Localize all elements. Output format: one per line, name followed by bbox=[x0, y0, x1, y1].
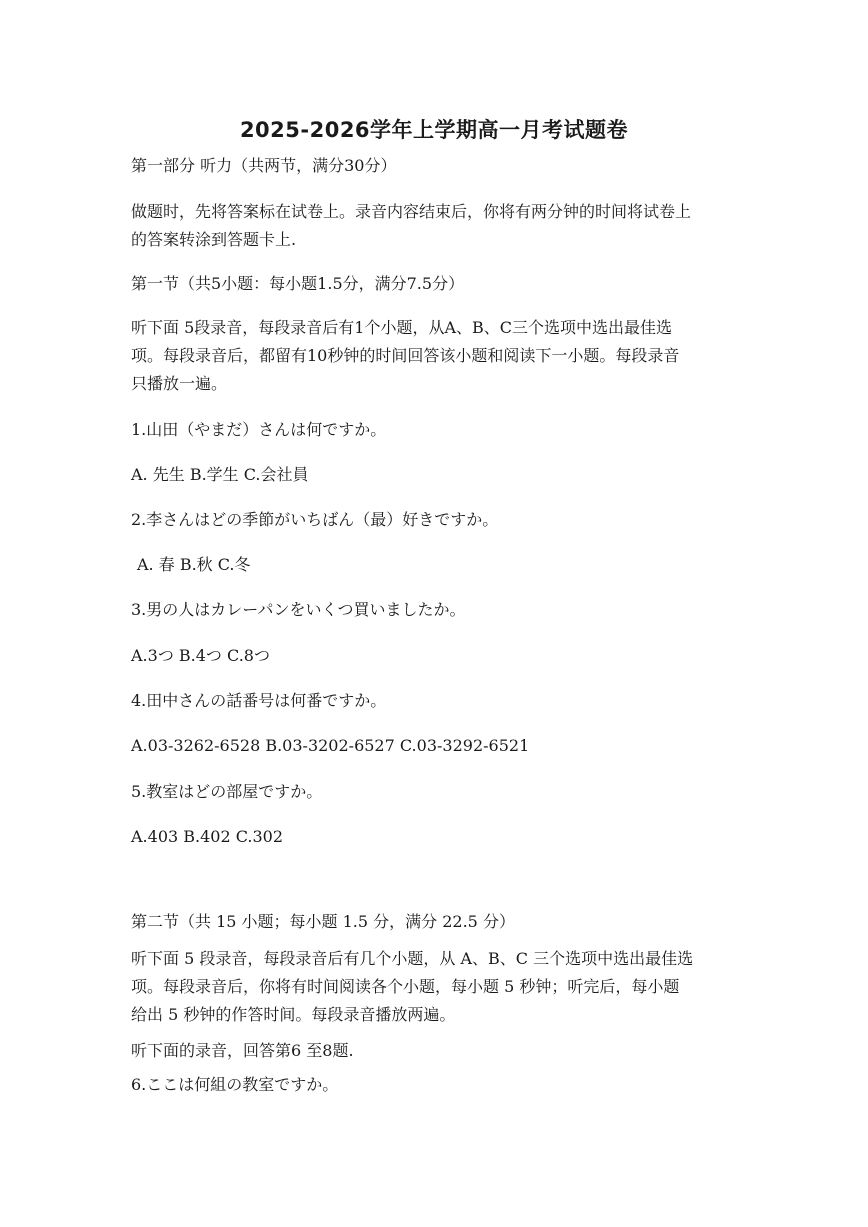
question-5: 5.教室はどの部屋ですか。 bbox=[131, 782, 323, 801]
section2-instructions bbox=[131, 945, 741, 1029]
instruction-line: 的答案转涂到答题卡上. bbox=[131, 230, 297, 249]
question-2: 2.李さんはどの季節がいちばん（最）好きですか。 bbox=[131, 510, 499, 529]
instruction-line: 项。每段录音后，你将有时间阅读各个小题，每小题 5 秒钟；听完后，每小题 bbox=[131, 977, 680, 996]
question-4: 4.田中さんの話番号は何番ですか。 bbox=[131, 691, 387, 710]
instruction-line: 给出 5 秒钟的作答时间。每段录音播放两遍。 bbox=[131, 1005, 456, 1024]
question-6: 6.ここは何組の教室ですか。 bbox=[131, 1075, 339, 1094]
section1-header: 第一节（共5小题：每小题1.5分，满分7.5分） bbox=[131, 274, 465, 293]
question-4-options: A.03-3262-6528 B.03-3202-6527 C.03-3292-6521 bbox=[131, 736, 530, 755]
instruction-line: 听下面 5 段录音，每段录音后有几个小题，从 A、B、C 三个选项中选出最佳选 bbox=[131, 949, 694, 968]
question-2-options: A. 春 B.秋 C.冬 bbox=[137, 555, 251, 574]
instruction-line: 做题时，先将答案标在试卷上。录音内容结束后，你将有两分钟的时间将试卷上 bbox=[131, 202, 692, 221]
instruction-line: 项。每段录音后，都留有10秒钟的时间回答该小题和阅读下一小题。每段录音 bbox=[131, 346, 680, 365]
part1-header: 第一部分 听力（共两节，满分30分） bbox=[131, 156, 397, 175]
section2-header: 第二节（共 15 小题；每小题 1.5 分，满分 22.5 分） bbox=[131, 912, 515, 931]
instruction-line: 只播放一遍。 bbox=[131, 374, 228, 393]
section1-instructions bbox=[131, 314, 741, 398]
exam-title: 2025-2026学年上学期高一月考试题卷 bbox=[239, 118, 629, 142]
general-instructions bbox=[131, 198, 741, 254]
instruction-line: 听下面 5段录音，每段录音后有1个小题，从A、B、C三个选项中选出最佳选 bbox=[131, 318, 673, 337]
question-3: 3.男の人はカレーパンをいくつ買いましたか。 bbox=[131, 600, 466, 619]
question-1-options: A. 先生 B.学生 C.会社員 bbox=[131, 465, 309, 484]
question-3-options: A.3つ B.4つ C.8つ bbox=[131, 646, 270, 665]
group-instruction: 听下面的录音，回答第6 至8题. bbox=[131, 1041, 354, 1060]
question-5-options: A.403 B.402 C.302 bbox=[131, 827, 284, 846]
question-1: 1.山田（やまだ）さんは何ですか。 bbox=[131, 420, 387, 439]
